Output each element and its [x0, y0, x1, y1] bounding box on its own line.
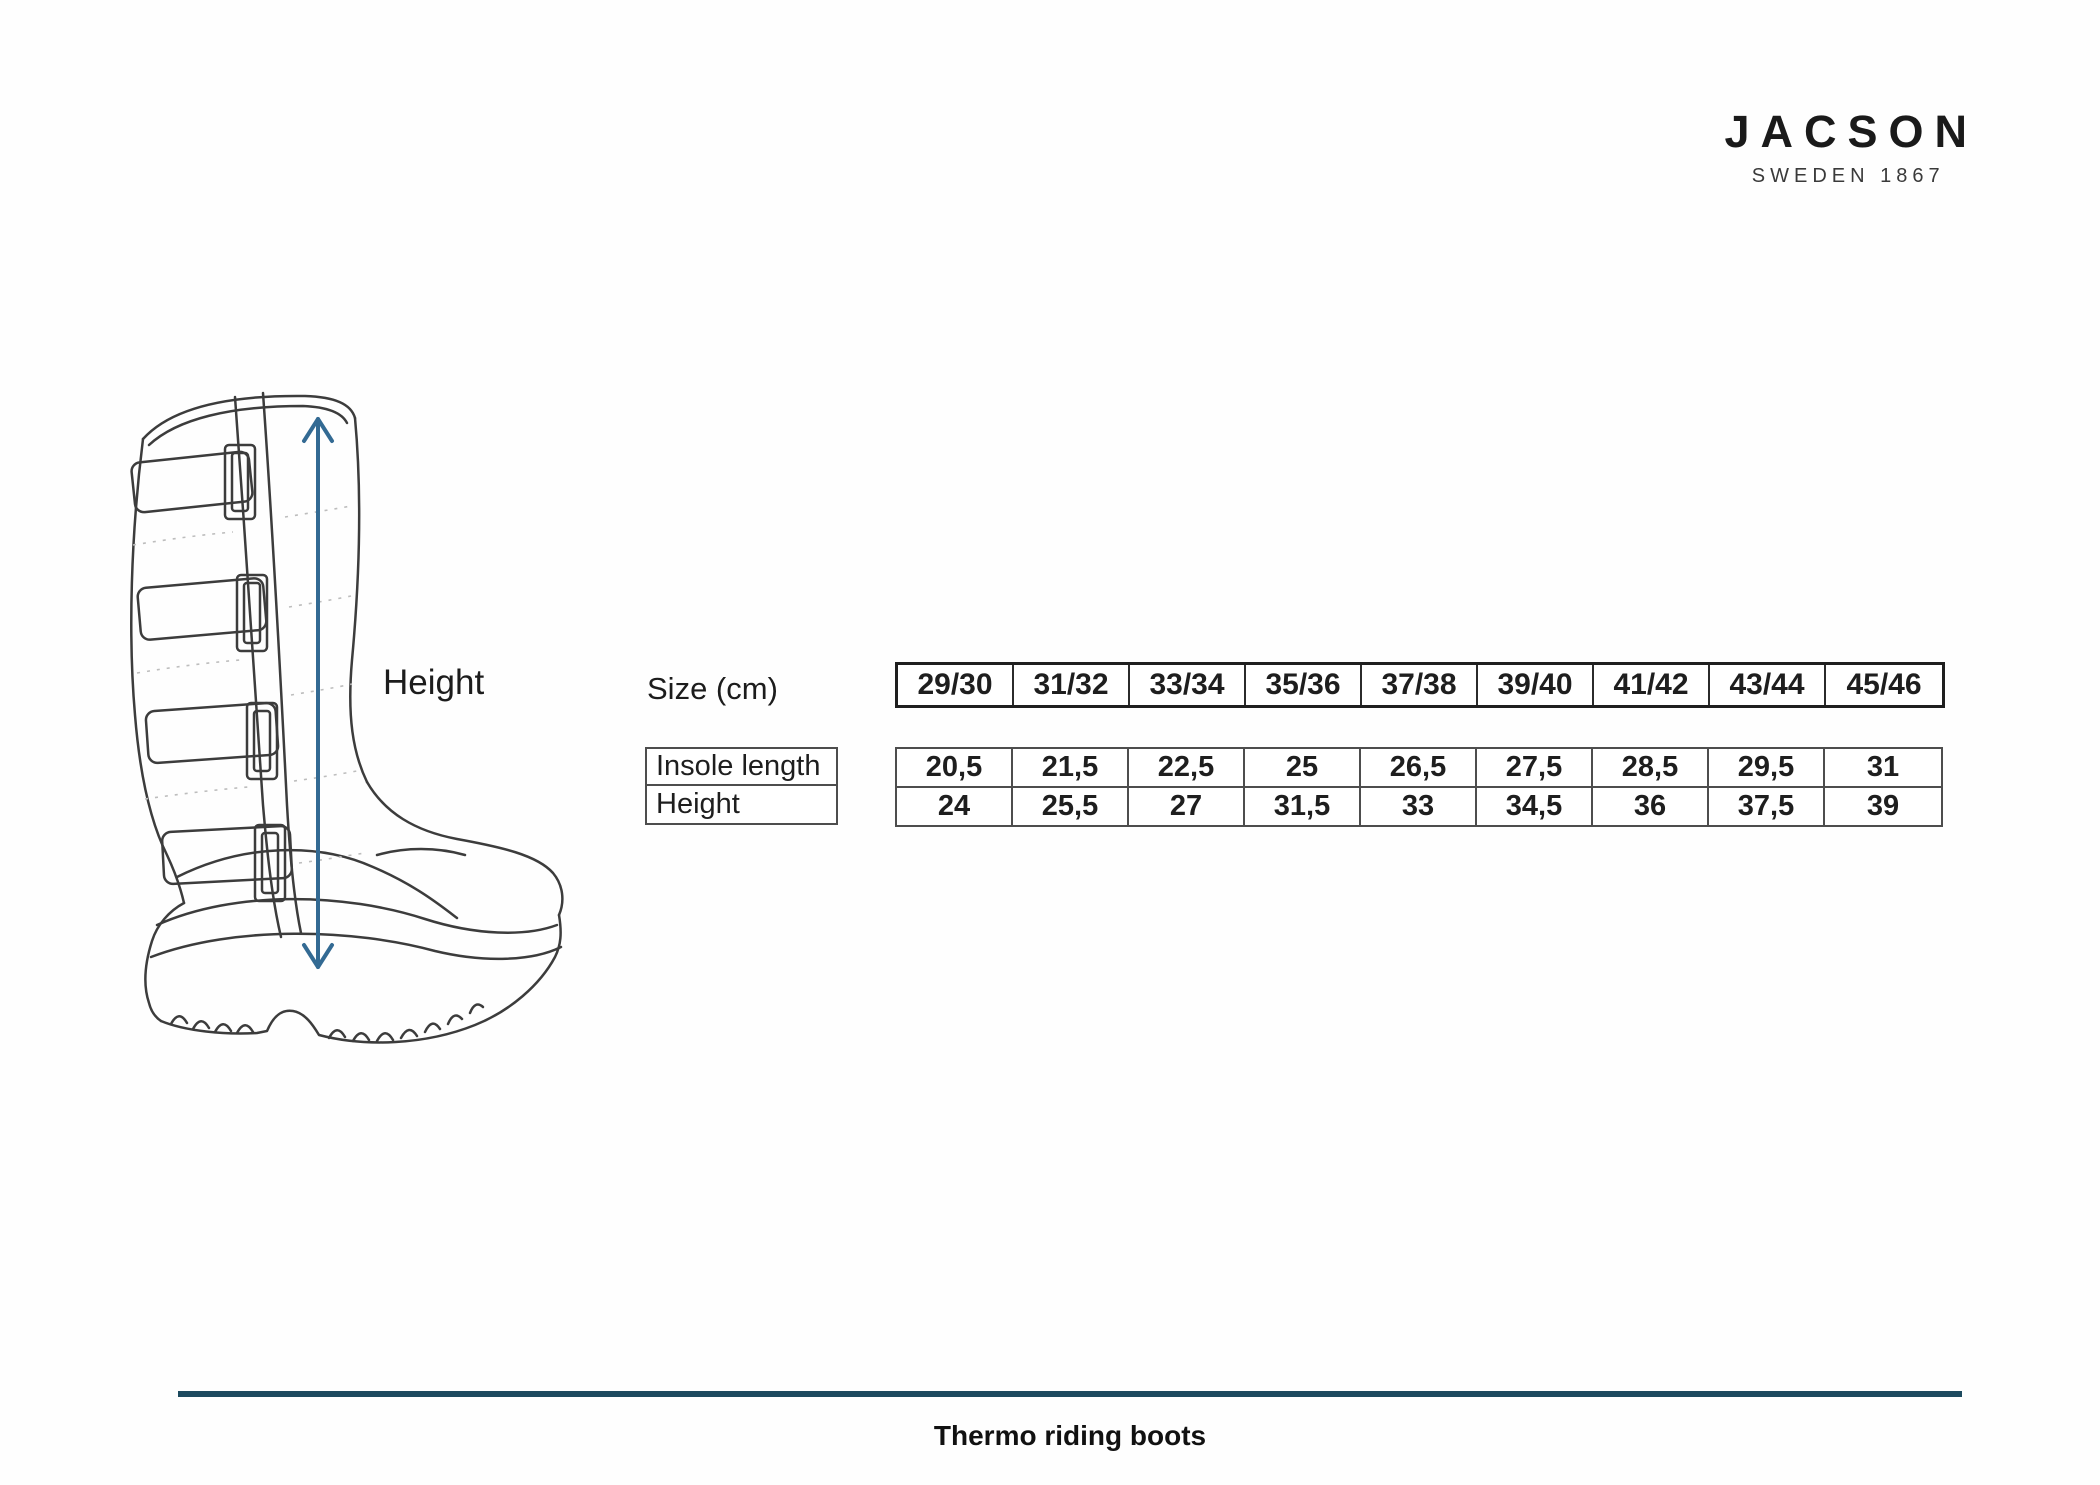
table-cell: 25,5: [1013, 788, 1129, 825]
row-label-height: Height: [656, 788, 740, 820]
height-dimension-label: Height: [383, 663, 485, 702]
boot-drawing-svg: [85, 385, 565, 1155]
table-cell: 21,5: [1013, 749, 1129, 786]
product-title: Thermo riding boots: [933, 1420, 1207, 1451]
size-header-cell: 45/46: [1846, 668, 1922, 701]
size-header-row: [895, 662, 1945, 708]
boot-outline: [131, 393, 563, 1042]
table-cell: 27: [1129, 788, 1245, 825]
table-cell: 28,5: [1593, 749, 1709, 786]
size-header-cell: 37/38: [1362, 665, 1478, 705]
size-header-cell: 39/40: [1478, 665, 1594, 705]
size-unit-label: Size (cm): [647, 671, 778, 706]
table-cell: 33: [1361, 788, 1477, 825]
table-cell: 24: [897, 788, 1013, 825]
table-cell: 34,5: [1477, 788, 1593, 825]
size-header-cell: 41/42: [1594, 665, 1710, 705]
footer-divider: [178, 1391, 1962, 1397]
table-cell: 39: [1866, 790, 1900, 822]
brand-logo: [1724, 106, 1978, 188]
size-data-table: [895, 747, 1943, 827]
size-header-cell: 35/36: [1246, 665, 1362, 705]
table-cell: 26,5: [1361, 749, 1477, 786]
brand-name: JACSON: [1724, 106, 1978, 157]
table-cell: 25: [1245, 749, 1361, 786]
table-cell: 37,5: [1709, 788, 1825, 825]
height-arrow-icon: [304, 419, 332, 967]
table-cell: 22,5: [1129, 749, 1245, 786]
table-cell: 27,5: [1477, 749, 1593, 786]
table-cell: 31,5: [1245, 788, 1361, 825]
table-row-insole-length: [897, 749, 1941, 788]
size-header-cell: 33/34: [1130, 665, 1246, 705]
size-header-cell: 43/44: [1710, 665, 1826, 705]
table-cell: 31: [1866, 751, 1900, 783]
size-header-cell: 29/30: [898, 665, 1014, 705]
table-cell: 20,5: [897, 749, 1013, 786]
boot-illustration: [85, 385, 565, 1155]
table-cell: 36: [1593, 788, 1709, 825]
row-label-table: [645, 747, 838, 825]
brand-tagline: SWEDEN 1867: [1751, 165, 1945, 187]
quilting-lines: [133, 506, 365, 863]
row-label-insole-length: Insole length: [647, 749, 836, 786]
table-row-height: [897, 788, 1941, 825]
table-cell: 29,5: [1709, 749, 1825, 786]
size-header-cell: 31/32: [1014, 665, 1130, 705]
